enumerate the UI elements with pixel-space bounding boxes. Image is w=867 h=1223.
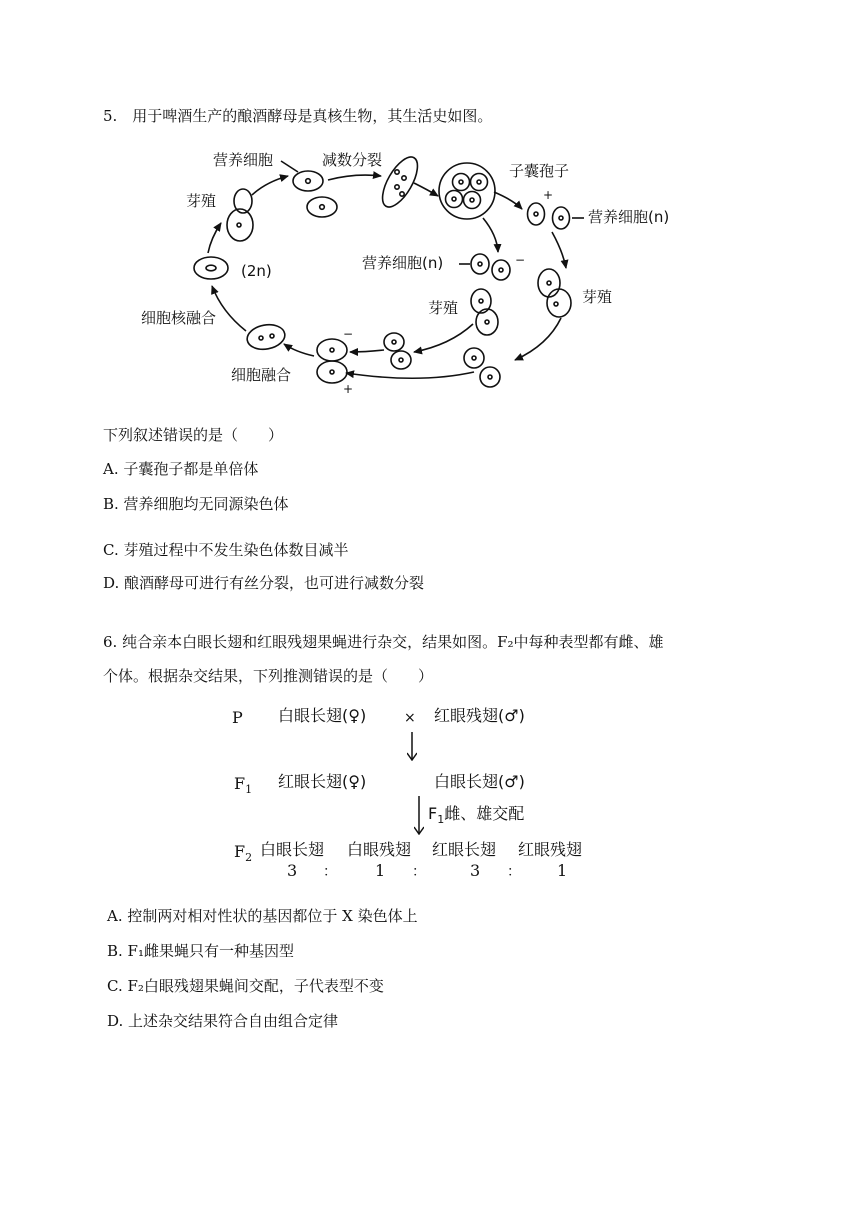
q6-option-d: D. 上述杂交结果符合自由组合定律 (107, 1012, 339, 1030)
p-male: 红眼残翅(♂) (434, 706, 525, 725)
label-nutrient-cell-top: 营养细胞 (213, 151, 274, 169)
label-ascospore: 子囊孢子 (509, 162, 570, 180)
f1-mating-note (428, 804, 524, 830)
f2-subscript: 2 (245, 851, 253, 865)
f2-phenotype: 白眼长翅 (260, 840, 325, 859)
q6-stem-line2: 个体。根据杂交结果，下列推测错误的是（ ） (103, 667, 434, 685)
label-budding-left: 芽殖 (186, 192, 217, 210)
minus-sign: − (515, 253, 526, 267)
generation-f1-label (234, 774, 252, 796)
f1-subscript: 1 (245, 783, 253, 797)
ratio-separator: ： (507, 864, 521, 880)
cross-symbol: × (404, 710, 416, 726)
q5-option-c: C. 芽殖过程中不发生染色体数目减半 (103, 541, 349, 559)
f1-mating-letter: F (428, 804, 438, 823)
label-budding-right: 芽殖 (582, 288, 613, 306)
f2-phenotype: 白眼残翅 (347, 840, 412, 859)
f1-male: 白眼长翅(♂) (434, 772, 525, 791)
q6-option-c: C. F₂白眼残翅果蝇间交配，子代表型不变 (107, 977, 384, 995)
plus-sign: + (343, 382, 354, 396)
q6-stem-line1: 6. 纯合亲本白眼长翅和红眼残翅果蝇进行杂交，结果如图。F₂中每种表型都有雌、雄 (103, 633, 664, 651)
ratio-value: 1 (375, 861, 386, 880)
label-cell-fusion: 细胞融合 (231, 366, 292, 384)
generation-f2-label (234, 842, 252, 864)
label-nutrient-cell-right: 营养细胞(n) (588, 208, 670, 226)
plus-sign: + (543, 188, 554, 202)
f2-phenotype: 红眼残翅 (518, 840, 583, 859)
ratio-separator: ： (412, 864, 426, 880)
minus-sign: − (343, 327, 354, 341)
label-nutrient-cell-middle: 营养细胞(n) (362, 254, 444, 272)
f2-letter: F (234, 842, 246, 861)
q6-option-a: A. 控制两对相对性状的基因都位于 X 染色体上 (107, 907, 418, 925)
ratio-value: 1 (557, 861, 568, 880)
q6-option-b: B. F₁雌果蝇只有一种基因型 (107, 942, 294, 960)
cell-ellipse (293, 171, 323, 191)
q5-stem: 5. 用于啤酒生产的酿酒酵母是真核生物，其生活史如图。 (103, 107, 493, 125)
q5-option-b: B. 营养细胞均无同源染色体 (103, 495, 289, 513)
q5-question: 下列叙述错误的是（ ） (103, 426, 284, 444)
q5-option-d: D. 酿酒酵母可进行有丝分裂，也可进行减数分裂 (103, 574, 425, 592)
q5-option-a: A. 子囊孢子都是单倍体 (103, 460, 259, 478)
label-meiosis: 减数分裂 (322, 151, 383, 169)
ratio-value: 3 (287, 861, 298, 880)
generation-p-label: P (232, 708, 243, 727)
label-budding-middle: 芽殖 (428, 299, 459, 317)
label-diploid: (2n) (241, 262, 272, 280)
label-nuclear-fusion: 细胞核融合 (141, 309, 217, 327)
ratio-value: 3 (470, 861, 481, 880)
f1-female: 红眼长翅(♀) (278, 772, 367, 791)
ratio-separator: ： (323, 864, 337, 880)
p-female: 白眼长翅(♀) (278, 706, 367, 725)
f2-phenotype: 红眼长翅 (432, 840, 497, 859)
f1-letter: F (234, 774, 246, 793)
yeast-life-cycle-diagram (0, 0, 867, 420)
f1-mating-subscript: 1 (437, 813, 445, 827)
f1-mating-text: 雌、雄交配 (444, 804, 525, 823)
